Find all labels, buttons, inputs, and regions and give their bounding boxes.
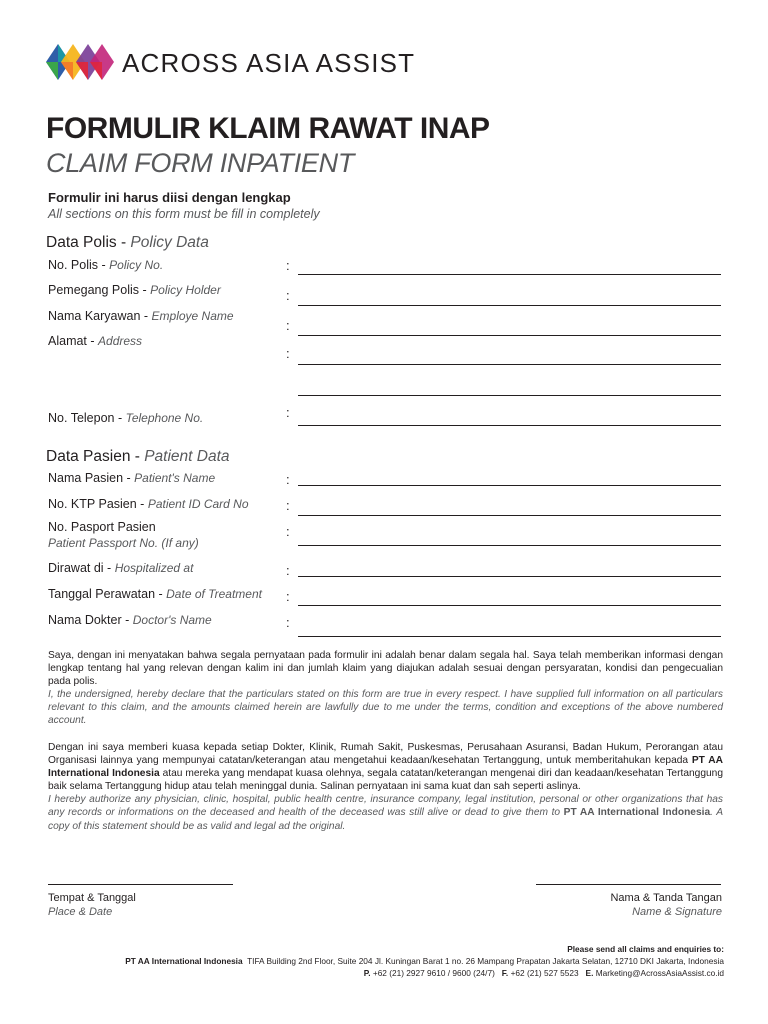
footer-contact-line: P. +62 (21) 2927 9610 / 9600 (24/7) F. +62 (21) 527 5523 E. Marketing@AcrossAsiaAssist.co.id: [363, 968, 724, 978]
colon: :: [286, 589, 290, 604]
form-subtitle: CLAIM FORM INPATIENT: [46, 148, 355, 178]
doctor-name-label: Nama Dokter - Doctor's Name: [48, 613, 212, 627]
signature-line[interactable]: [536, 884, 721, 885]
colon: :: [286, 563, 290, 578]
place-date-line[interactable]: [48, 884, 233, 885]
policy-holder-field[interactable]: [298, 305, 721, 306]
policy-number-field[interactable]: [298, 274, 721, 275]
authorization-paragraph: Dengan ini saya memberi kuasa kepada setiap Dokter, Klinik, Rumah Sakit, Puskesmas, Perusahaan Asuransi, Badan Hukum, Perorangan atau Organisasi lainnya yang mempunyai catatan/keterangan atau mengetahui keadaan/kesehatan Tertanggung, untuk memberitahukan kepada PT AA International Indonesia atau mereka yang mendapat kuasa olehnya, segala catatan/keterangan mengenai diri dan keadaan/kesehatan Tertanggung baik selama Tertanggung hidup atau telah meninggal dunia. Salinan pernyataan ini sama kuat dan sah seperti aslinya. I hereby authorize any physician, clinic, hospital, public health centre, insurance company, legal institution, personal or other organizations that has any records or informations on the deceased and health of the deceased was still alive or dead to give them to PT AA International Indonesia. A copy of this statement should be as valid and legal ad the original.: [48, 742, 723, 832]
colon: :: [286, 288, 290, 303]
colon: :: [286, 258, 290, 273]
passport-field[interactable]: [298, 545, 721, 546]
hospitalized-at-label: Dirawat di - Hospitalized at: [48, 561, 194, 575]
colon: :: [286, 346, 290, 361]
colon: :: [286, 498, 290, 513]
treatment-date-label: Tanggal Perawatan - Date of Treatment: [48, 587, 262, 601]
patient-name-label: Nama Pasien - Patient's Name: [48, 471, 216, 485]
hospitalized-at-field[interactable]: [298, 576, 721, 577]
instruction-text-en: All sections on this form must be fill in completely: [48, 207, 320, 221]
brand-name: ACROSS ASIA ASSIST: [122, 48, 416, 78]
policy-section-title: Data Polis - Policy Data: [46, 234, 209, 251]
address-field-line-1[interactable]: [298, 364, 721, 365]
place-date-label-en: Place & Date: [48, 906, 113, 918]
doctor-name-field[interactable]: [298, 636, 721, 637]
employee-name-label: Nama Karyawan - Employe Name: [48, 309, 234, 323]
patient-section-title: Data Pasien - Patient Data: [46, 448, 230, 465]
colon: :: [286, 405, 290, 420]
colon: :: [286, 524, 290, 539]
colon: :: [286, 318, 290, 333]
signature-label: Nama & Tanda Tangan: [610, 892, 722, 904]
company-logo-icon: [46, 44, 114, 80]
place-date-label: Tempat & Tanggal: [48, 892, 136, 904]
employee-name-field[interactable]: [298, 335, 721, 336]
colon: :: [286, 615, 290, 630]
footer-send-note: Please send all claims and enquiries to:: [567, 944, 724, 954]
colon: :: [286, 472, 290, 487]
form-title: FORMULIR KLAIM RAWAT INAP: [46, 112, 490, 145]
footer-address-line: PT AA International Indonesia TIFA Building 2nd Floor, Suite 204 Jl. Kuningan Barat 1 no. 26 Mampang Prapatan Jakarta Selatan, 12710 DKI Jakarta, Indonesia: [125, 956, 724, 966]
telephone-field[interactable]: [298, 425, 721, 426]
address-field-line-2[interactable]: [298, 395, 721, 396]
instruction-text: Formulir ini harus diisi dengan lengkap: [48, 190, 291, 205]
passport-label-en: Patient Passport No. (If any): [48, 536, 199, 550]
patient-id-field[interactable]: [298, 515, 721, 516]
declaration-paragraph: Saya, dengan ini menyatakan bahwa segala pernyataan pada formulir ini adalah benar dalam segala hal. Saya telah memberikan informasi dengan lengkap tentang hal yang relevan dengan kalim ini dan jumlah klaim yang diajukan adalah sesuai dengan persyaratan, kondisi dan pengecualian pada polis. I, the undersigned, hereby declare that the particulars stated on this form are true in every respect. I have supplied full information on all particulars relevant to this claim, and the amounts claimed herein are lawfully due to me under the terms, condition and exceptions of the above numbered account.: [48, 650, 723, 727]
telephone-label: No. Telepon - Telephone No.: [48, 411, 204, 425]
email-link[interactable]: Marketing@AcrossAsiaAssist.co.id: [595, 968, 724, 978]
signature-label-en: Name & Signature: [632, 906, 722, 918]
patient-id-label: No. KTP Pasien - Patient ID Card No: [48, 497, 249, 511]
policy-holder-label: Pemegang Polis - Policy Holder: [48, 283, 221, 297]
treatment-date-field[interactable]: [298, 605, 721, 606]
address-label: Alamat - Address: [48, 334, 143, 348]
passport-label: No. Pasport Pasien: [48, 520, 156, 534]
patient-name-field[interactable]: [298, 485, 721, 486]
policy-number-label: No. Polis - Policy No.: [48, 258, 164, 272]
